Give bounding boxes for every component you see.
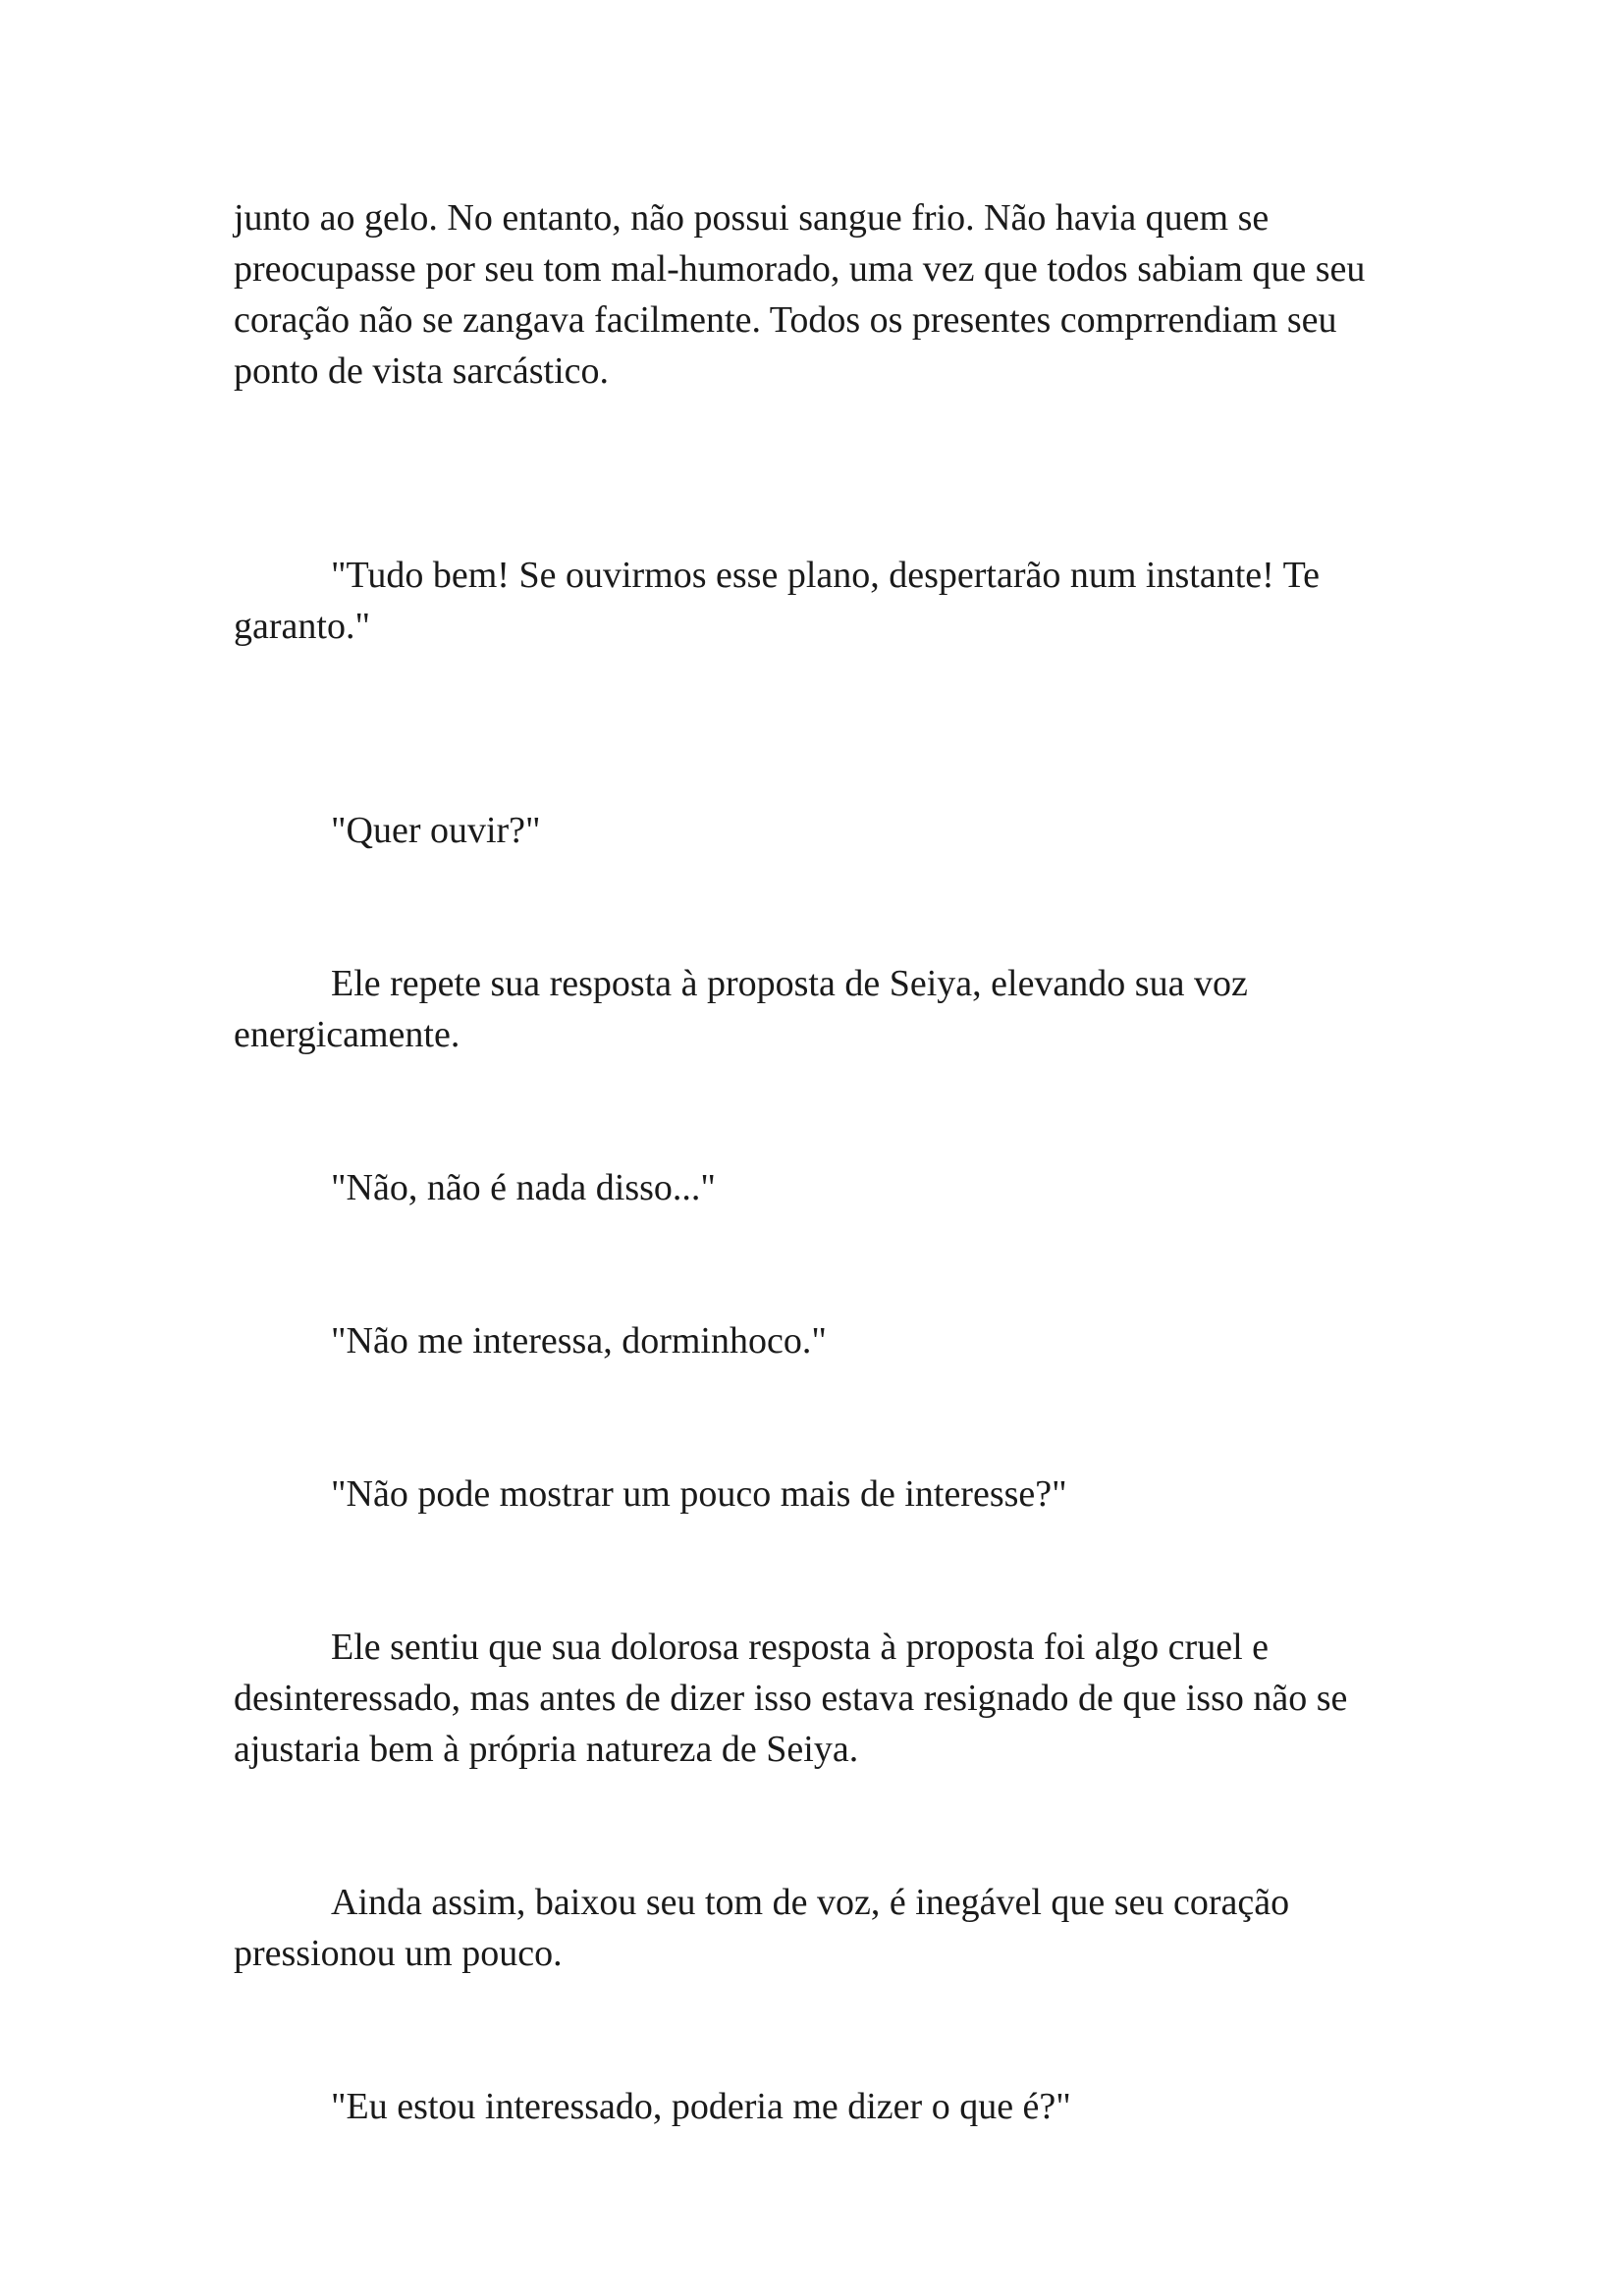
paragraph-5: "Não, não é nada disso..."	[331, 1167, 716, 1208]
paragraph-10: "Eu estou interessado, poderia me dizer o que é?"	[331, 2086, 1071, 2127]
paragraph-2: "Tudo bem! Se ouvirmos esse plano, despertarão num instante! Te garanto."	[234, 555, 1321, 647]
paragraph-4: Ele repete sua resposta à proposta de Seiya, elevando sua voz energicamente.	[234, 963, 1248, 1055]
paragraph-1: junto ao gelo. No entanto, não possui sangue frio. Não havia quem se preocupasse por seu tom mal-humorado, uma vez que todos sabiam que seu coração não se zangava facilmente. Todos os presentes comprrendiam seu ponto de vista sarcástico.	[234, 197, 1366, 392]
paragraph-8: Ele sentiu que sua dolorosa resposta à proposta foi algo cruel e desinteressado, mas antes de dizer isso estava resignado de que isso não se ajustaria bem à própria natureza de Seiya.	[234, 1627, 1348, 1770]
paragraph-6: "Não me interessa, dorminhoco."	[331, 1320, 827, 1362]
paragraph-7: "Não pode mostrar um pouco mais de interesse?"	[331, 1473, 1067, 1515]
text-body	[234, 192, 1412, 2132]
paragraph-3: "Quer ouvir?"	[331, 810, 541, 851]
paragraph-9: Ainda assim, baixou seu tom de voz, é inegável que seu coração pressionou um pouco.	[234, 1882, 1290, 1974]
